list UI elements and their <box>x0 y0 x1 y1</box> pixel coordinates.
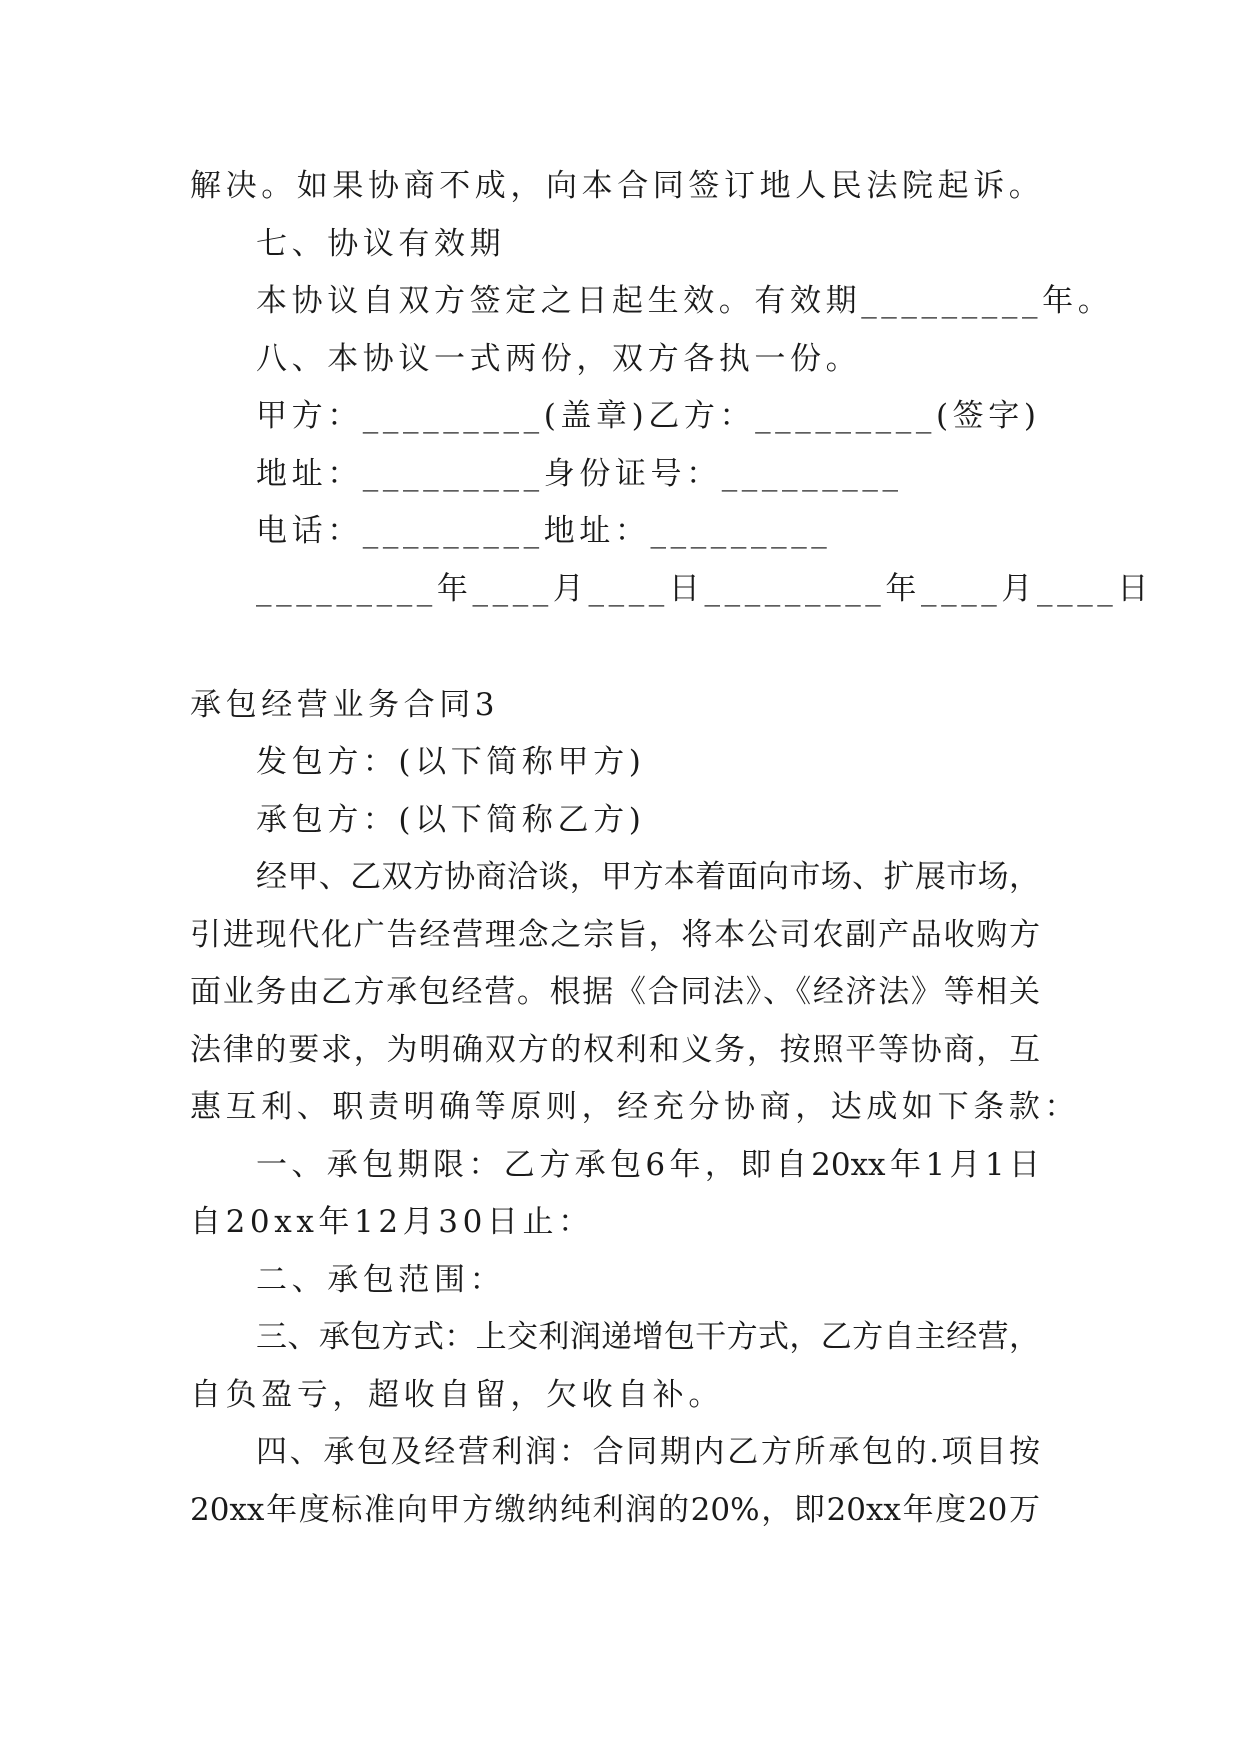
signature-party-a-b: 甲方：_________(盖章)乙方：_________(签字) <box>256 398 1041 434</box>
signature-dates: _________年____月____日_________年____月____日 <box>256 571 1153 607</box>
contract-title: 承包经营业务合同3 <box>190 687 500 723</box>
signature-address-id: 地址：_________身份证号：_________ <box>256 456 903 492</box>
clause-method-line-1: 三、承包方式：上交利润递增包干方式，乙方自主经营， <box>256 1319 1040 1355</box>
clause-scope: 二、承包范围： <box>256 1262 506 1298</box>
clause-term-line-2: 自20xx年12月30日止： <box>190 1204 594 1240</box>
paragraph-dispute-resolution: 解决。如果协商不成，向本合同签订地人民法院起诉。 <box>190 168 1045 204</box>
signature-phone-address: 电话：_________地址：_________ <box>256 513 832 549</box>
paragraph-preamble-line-3: 面业务由乙方承包经营。根据《合同法》、《经济法》等相关 <box>190 974 1040 1010</box>
paragraph-contractor-issuer: 发包方：(以下简称甲方) <box>256 744 646 780</box>
paragraph-preamble-line-2: 引进现代化广告经营理念之宗旨，将本公司农副产品收购方 <box>190 917 1040 953</box>
clause-term-line-1: 一、承包期限：乙方承包6年，即自20xx年1月1日 <box>256 1147 1040 1183</box>
paragraph-contractor: 承包方：(以下简称乙方) <box>256 802 646 838</box>
paragraph-validity-period: 本协议自双方签定之日起生效。有效期_________年。 <box>256 283 1114 319</box>
heading-agreement-validity: 七、协议有效期 <box>256 226 506 262</box>
paragraph-copies: 八、本协议一式两份，双方各执一份。 <box>256 341 862 377</box>
paragraph-preamble-line-4: 法律的要求，为明确双方的权利和义务，按照平等协商，互 <box>190 1032 1040 1068</box>
clause-profit-line-2: 20xx年度标准向甲方缴纳纯利润的20%，即20xx年度20万 <box>190 1492 1040 1528</box>
clause-profit-line-1: 四、承包及经营利润：合同期内乙方所承包的.项目按 <box>256 1434 1040 1470</box>
clause-method-line-2: 自负盈亏，超收自留，欠收自补。 <box>190 1377 724 1413</box>
paragraph-preamble-line-5: 惠互利、职责明确等原则，经充分协商，达成如下条款： <box>190 1089 1080 1125</box>
paragraph-preamble-line-1: 经甲、乙双方协商洽谈，甲方本着面向市场、扩展市场， <box>256 859 1040 895</box>
